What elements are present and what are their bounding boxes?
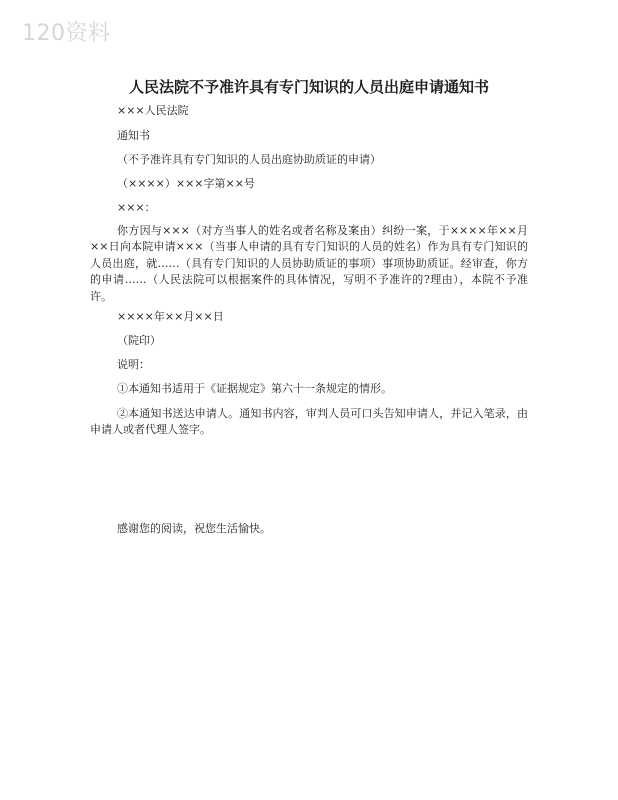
document-subtitle: （不予准许具有专门知识的人员出庭协助质证的申请） xyxy=(117,153,381,166)
closing-text: 感谢您的阅读，祝您生活愉快。 xyxy=(117,522,271,535)
note-item: ①本通知书适用于《证据规定》第六十一条规定的情形。 xyxy=(117,382,392,395)
notes-label: 说明： xyxy=(117,358,150,371)
note-item: ②本通知书送达申请人。通知书内容，审判人员可口头告知申请人，并记入笔录，由申请人或者代理人签字。 xyxy=(90,407,528,437)
watermark-logo: 120资料 xyxy=(22,21,111,46)
court-name: ×××人民法院 xyxy=(117,104,189,117)
case-number: （××××）×××字第××号 xyxy=(117,177,255,190)
court-seal: （院印） xyxy=(117,334,161,347)
addressee: ×××： xyxy=(117,201,156,214)
body-paragraph: 你方因与×××（对方当事人的姓名或者名称及案由）纠纷一案，于××××年××月××日向本院申请×××（当事人申请的具有专门知识的人员的姓名）作为具有专门知识的人员出庭，就……（具有专门知识的人员协助质证的事项）事项协助质证。经审查，你方的申请……（人民法院可以根据案件的具体情况，写明不予准许的?理由），本院不予准许。 xyxy=(90,224,528,303)
document-title: 人民法院不予准许具有专门知识的人员出庭申请通知书 xyxy=(128,78,489,96)
document-type: 通知书 xyxy=(117,129,150,142)
issue-date: ××××年××月××日 xyxy=(117,310,224,323)
